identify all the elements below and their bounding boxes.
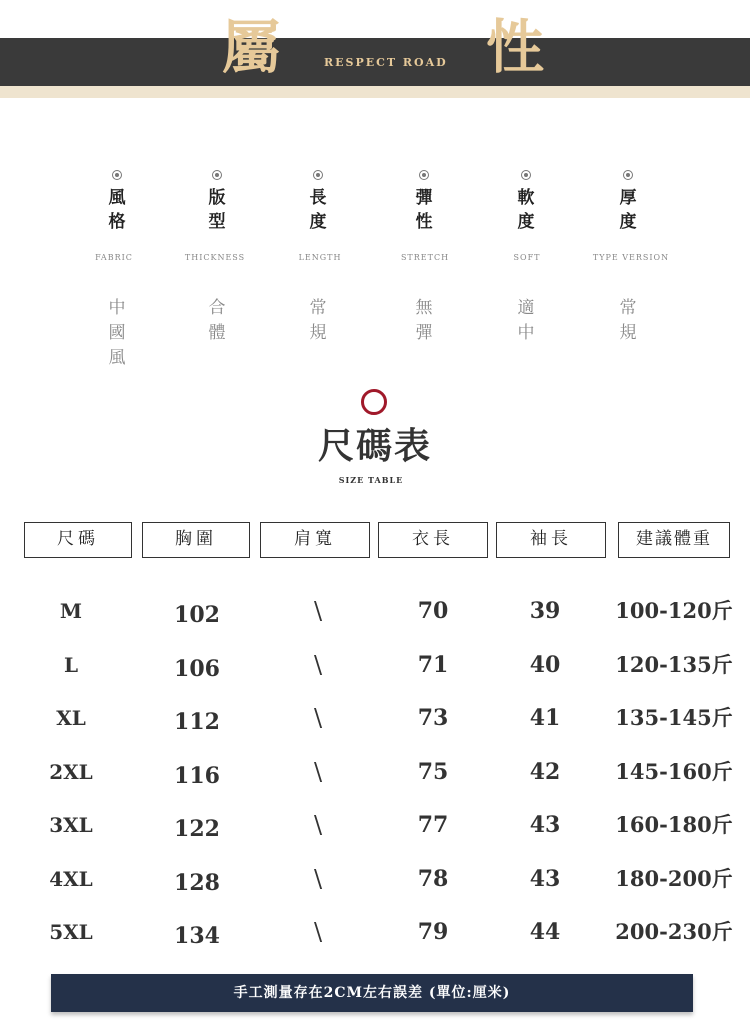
table-cell: XL: [56, 706, 86, 730]
attribute-title: 彈 性: [415, 188, 433, 232]
table-cell: 200-230斤: [615, 919, 733, 944]
banner-underline: [0, 86, 750, 98]
table-cell: 2XL: [49, 760, 93, 784]
attribute-english-label: SOFT: [513, 253, 541, 262]
table-cell: 75: [417, 759, 449, 785]
bullet-icon: [623, 170, 633, 180]
table-cell: 3XL: [49, 813, 93, 837]
attribute-english-label: FABRIC: [95, 253, 133, 262]
bullet-icon: [112, 170, 122, 180]
size-table-subtitle: SIZE TABLE: [338, 475, 404, 485]
attribute-stretch: [374, 170, 474, 234]
table-cell: 5XL: [49, 920, 93, 944]
attribute-title: 長 度: [309, 188, 327, 232]
attribute-english-label: LENGTH: [298, 253, 342, 262]
table-cell: 122: [174, 816, 220, 842]
attribute-value: 合 體: [208, 298, 226, 343]
table-cell: 134: [174, 923, 220, 949]
attribute-value: 無 彈: [415, 298, 433, 343]
table-cell: 43: [529, 866, 561, 892]
column-header-weight: 建議體重: [618, 522, 730, 558]
table-cell: 112: [174, 709, 220, 735]
table-cell: 160-180斤: [615, 812, 733, 837]
table-cell: 120-135斤: [615, 652, 733, 677]
measurement-note: 手工測量存在2CM左右誤差 (單位:厘米): [51, 974, 693, 1012]
table-cell: \: [313, 651, 323, 679]
table-cell: M: [59, 599, 83, 623]
bullet-icon: [313, 170, 323, 180]
attribute-length: [268, 170, 368, 234]
table-cell: 71: [417, 652, 449, 678]
attribute-title: 厚 度: [619, 188, 637, 232]
attribute-value: 常 規: [619, 298, 637, 343]
banner-subtitle: RESPECT ROAD: [324, 56, 448, 69]
attribute-title: 版 型: [208, 188, 226, 232]
table-cell: 41: [529, 705, 561, 731]
table-cell: 145-160斤: [615, 759, 733, 784]
table-cell: \: [313, 918, 323, 946]
table-cell: 102: [174, 602, 220, 628]
column-header-size: 尺碼: [24, 522, 132, 558]
table-cell: \: [313, 811, 323, 839]
table-cell: 70: [417, 598, 449, 624]
table-cell: 180-200斤: [615, 866, 733, 891]
attribute-english-label: THICKNESS: [184, 253, 246, 262]
column-header-length: 衣長: [378, 522, 488, 558]
table-cell: 135-145斤: [615, 705, 733, 730]
banner-char-left: 屬: [222, 13, 281, 81]
table-cell: 4XL: [49, 867, 93, 891]
table-cell: \: [313, 865, 323, 893]
table-cell: 106: [174, 656, 220, 682]
table-cell: 78: [417, 866, 449, 892]
table-cell: 77: [417, 812, 449, 838]
column-header-chest: 胸圍: [142, 522, 250, 558]
table-cell: 43: [529, 812, 561, 838]
table-cell: 39: [529, 598, 561, 624]
size-table-title: 尺碼表: [317, 425, 432, 467]
bullet-icon: [212, 170, 222, 180]
table-cell: 100-120斤: [615, 598, 733, 623]
attribute-value: 中 國 風: [108, 298, 126, 368]
column-header-sleeve: 袖長: [496, 522, 606, 558]
bullet-icon: [419, 170, 429, 180]
bullet-icon: [521, 170, 531, 180]
table-cell: 116: [174, 763, 220, 789]
attribute-value: 常 規: [309, 298, 327, 343]
table-cell: \: [313, 704, 323, 732]
attribute-style: [67, 170, 167, 234]
attribute-title: 軟 度: [517, 188, 535, 232]
attribute-thickness: [578, 170, 678, 234]
column-header-shoulder: 肩寬: [260, 522, 370, 558]
attribute-value: 適 中: [517, 298, 535, 343]
table-cell: 40: [529, 652, 561, 678]
table-cell: \: [313, 597, 323, 625]
table-cell: 73: [417, 705, 449, 731]
attribute-english-label: STRETCH: [400, 253, 450, 262]
table-cell: 79: [417, 919, 449, 945]
table-cell: 44: [529, 919, 561, 945]
table-cell: L: [63, 653, 79, 677]
table-cell: \: [313, 758, 323, 786]
banner-char-right: 性: [486, 13, 545, 81]
attribute-english-label: TYPE VERSION: [592, 253, 670, 262]
circle-icon: [361, 389, 387, 415]
table-cell: 42: [529, 759, 561, 785]
table-cell: 128: [174, 870, 220, 896]
attribute-softness: [476, 170, 576, 234]
attribute-fit: [167, 170, 267, 234]
attribute-title: 風 格: [108, 188, 126, 232]
